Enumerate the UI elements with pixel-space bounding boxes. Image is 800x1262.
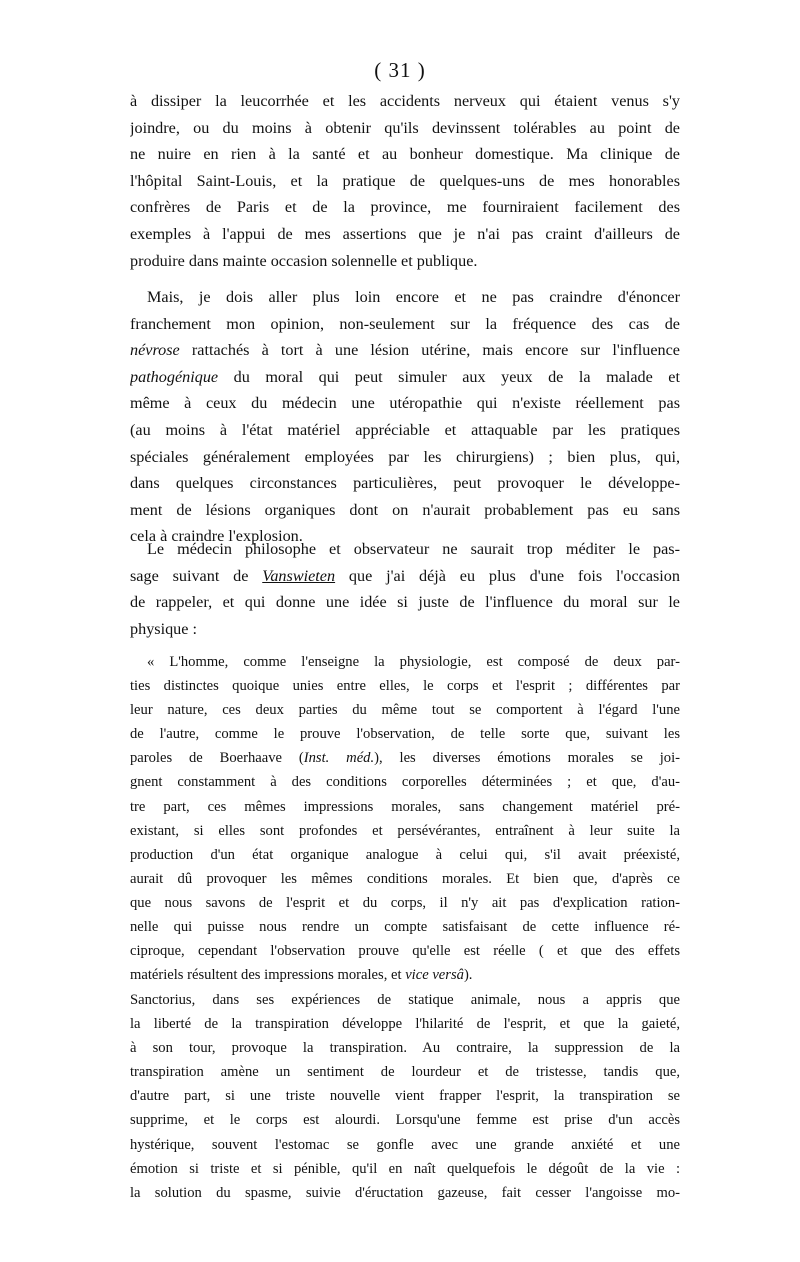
italic-citation: Inst. méd. [303, 750, 375, 767]
text-line: que nous savons de l'esprit et du corps, il n'y ait pas d'explication ration- [130, 894, 680, 911]
text-line: hystérique, souvent l'estomac se gonfle avec une grande anxiété et une [130, 1136, 680, 1153]
text-line: transpiration amène un sentiment de lourdeur et de tristesse, tandis que, [130, 1064, 680, 1081]
text-line: de l'autre, comme le prouve l'observation, de telle sorte que, suivant les [130, 726, 680, 743]
text-line: la solution du spasme, suivie d'éructation gazeuse, fait cesser l'angoisse mo- [130, 1184, 680, 1201]
text-line: existant, si elles sont profondes et persévérantes, entraînent à leur suite la [130, 822, 680, 839]
text-line: leur nature, ces deux parties du même tout se comportent à l'égard l'une [130, 702, 680, 719]
text-line: dans quelques circonstances particulières, peut provoquer le développe- [130, 474, 680, 493]
text-line: ciproque, cependant l'observation prouve qu'elle est réelle ( et que des effets [130, 943, 680, 960]
italic-term: névrose [130, 341, 180, 360]
paragraph-sanctorius [130, 988, 680, 1205]
text-line: d'autre part, si une triste nouvelle vient frapper l'esprit, la transpiration se [130, 1088, 680, 1105]
italic-phrase: vice versâ [405, 967, 464, 984]
text-line: même à ceux du médecin une utéropathie qui n'existe réellement pas [130, 394, 680, 413]
text-line: l'hôpital Saint-Louis, et la pratique de quelques-uns de mes honorables [130, 171, 680, 190]
text-line: cela à craindre l'explosion. [130, 527, 303, 546]
text-line: nelle qui puisse nous rendre un compte satisfaisant de cette influence ré- [130, 919, 680, 936]
text-line: pathogénique du moral qui peut simuler aux yeux de la malade et [130, 367, 680, 386]
text-line: (au moins à l'état matériel appréciable et attaquable par les pratiques [130, 420, 680, 439]
text-line: à son tour, provoque la transpiration. Au contraire, la suppression de la [130, 1040, 680, 1057]
text-line: joindre, ou du moins à obtenir qu'ils devinssent tolérables au point de [130, 118, 680, 137]
paragraph-continuation [130, 88, 680, 274]
text-line: ne nuire en rien à la santé et au bonheur domestique. Ma clinique de [130, 145, 680, 164]
text-line: Mais, je dois aller plus loin encore et ne pas craindre d'énoncer [147, 288, 680, 306]
text-line: la liberté de la transpiration développe l'hilarité de l'esprit, et que la gaieté, [130, 1016, 680, 1033]
text-line: névrose rattachés à tort à une lésion utérine, mais encore sur l'influence [130, 341, 680, 360]
text-line: Sanctorius, dans ses expériences de statique animale, nous a appris que [130, 992, 680, 1008]
text-line: tre part, ces mêmes impressions morales, sans changement matériel pré- [130, 798, 680, 815]
text-line: matériels résultent des impressions morales, et vice versâ). [130, 967, 473, 984]
text-line: de rappeler, et qui donne une idée si juste de l'influence du moral sur le [130, 593, 680, 612]
text-line: franchement mon opinion, non-seulement sur la fréquence des cas de [130, 314, 680, 333]
text-line: Le médecin philosophe et observateur ne saurait trop méditer le pas- [147, 540, 680, 558]
text-line: supprime, et le corps est alourdi. Lorsqu'une femme est prise d'un accès [130, 1112, 680, 1129]
text-line: ment de lésions organiques dont on n'aurait probablement pas eu sans [130, 500, 680, 519]
paragraph-mais [130, 284, 680, 550]
text-line: produire dans mainte occasion solennelle et publique. [130, 251, 478, 270]
text-line: production d'un état organique analogue à celui qui, s'il avait préexisté, [130, 846, 680, 863]
text-line: à dissiper la leucorrhée et les accidents nerveux qui étaient venus s'y [130, 92, 680, 110]
text-line: paroles de Boerhaave (Inst. méd.), les diverses émotions morales se joi- [130, 750, 680, 767]
italic-author-name: Vanswieten [262, 566, 336, 585]
text-line: physique : [130, 619, 197, 638]
paragraph-medecin-philosophe [130, 536, 680, 642]
text-line: aurait dû provoquer les mêmes conditions morales. Et bien que, d'après ce [130, 870, 680, 887]
text-line: confrères de Paris et de la province, me fourniraient facilement des [130, 198, 680, 217]
text-line: « L'homme, comme l'enseigne la physiologie, est composé de deux par- [147, 654, 680, 670]
page-number: ( 31 ) [374, 58, 426, 82]
italic-term: pathogénique [130, 367, 219, 386]
text-line: émotion si triste et si pénible, qu'il en naît quelquefois le dégoût de la vie : [130, 1160, 680, 1177]
block-quotation [130, 650, 680, 987]
text-line: gnent constamment à des conditions corporelles déterminées ; et que, d'au- [130, 774, 680, 791]
text-line: spéciales généralement employées par les chirurgiens) ; bien plus, qui, [130, 447, 680, 466]
text-line: sage suivant de Vanswieten que j'ai déjà eu plus d'une fois l'occasion [130, 566, 680, 585]
text-line: exemples à l'appui de mes assertions que je n'ai pas craint d'ailleurs de [130, 224, 680, 243]
text-line: ties distinctes quoique unies entre elles, le corps et l'esprit ; différentes par [130, 678, 680, 695]
